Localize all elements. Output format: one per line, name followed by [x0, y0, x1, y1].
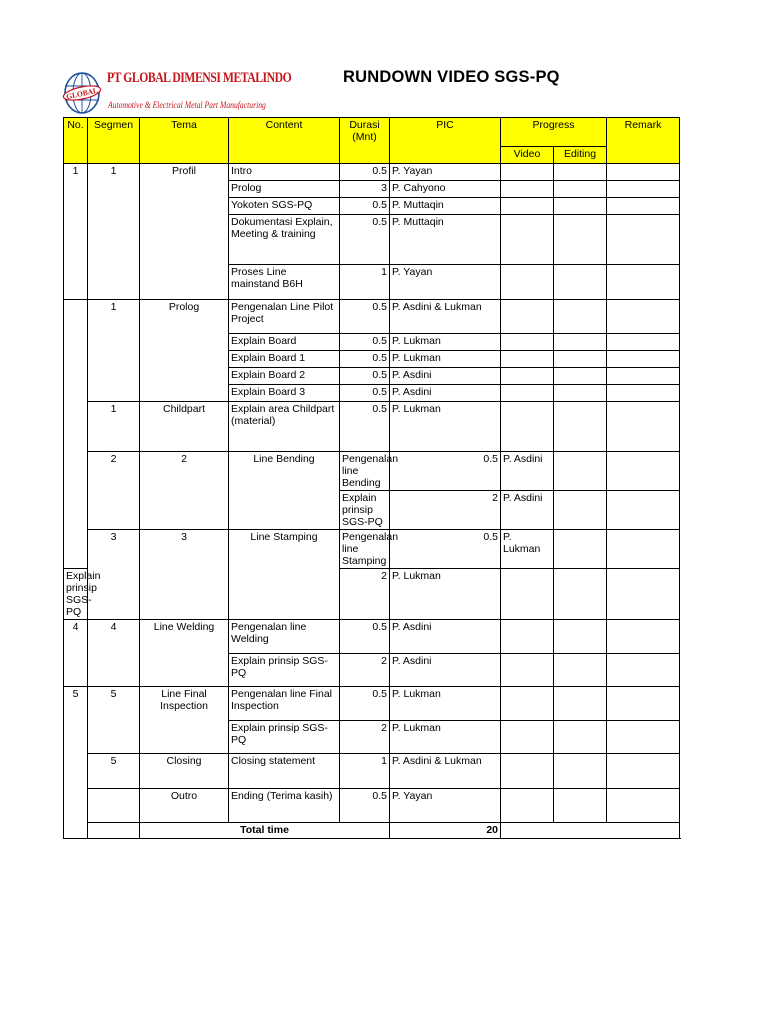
cell-tema: Line Bending [229, 452, 340, 530]
header-no: No. [64, 118, 88, 164]
cell-video [501, 351, 554, 368]
cell-video [501, 215, 554, 265]
cell-video [501, 181, 554, 198]
cell-pic: P. Lukman [390, 687, 501, 721]
cell-pic: P. Asdini [501, 452, 554, 491]
header-segmen: Segmen [88, 118, 140, 164]
cell-content: Pengenalan Line Pilot Project [229, 300, 340, 334]
cell-video [501, 687, 554, 721]
cell-tema: Profil [140, 164, 229, 300]
cell-video [501, 402, 554, 452]
cell-pic: P. Lukman [390, 351, 501, 368]
table-row [64, 402, 680, 452]
cell-no: 5 [64, 687, 88, 839]
cell-content: Explain prinsip SGS-PQ [229, 654, 340, 687]
svg-text:GLOBAL: GLOBAL [65, 85, 99, 102]
cell-durasi: 0.5 [340, 385, 390, 402]
cell-durasi: 0.5 [340, 215, 390, 265]
cell-durasi: 0.5 [390, 452, 501, 491]
cell-remark [607, 300, 680, 334]
table-row [64, 687, 680, 721]
cell-remark [607, 620, 680, 654]
cell-content: Closing statement [229, 754, 340, 789]
cell-durasi: 0.5 [390, 530, 501, 569]
cell-content: Pengenalan line Final Inspection [229, 687, 340, 721]
cell-video [501, 569, 554, 620]
cell-editing [554, 385, 607, 402]
cell-video [554, 530, 607, 569]
cell-remark [607, 368, 680, 385]
cell-editing [554, 181, 607, 198]
table-row [64, 530, 680, 569]
cell-video [554, 452, 607, 491]
cell-remark [607, 164, 680, 181]
cell-durasi: 2 [340, 569, 390, 620]
cell-remark [607, 215, 680, 265]
cell-segmen: 5 [88, 754, 140, 789]
cell-content: Intro [229, 164, 340, 181]
cell-segmen: 2 [140, 452, 229, 530]
cell-editing [607, 452, 680, 491]
cell-content: Explain Board 1 [229, 351, 340, 368]
cell-content: Ending (Terima kasih) [229, 789, 340, 823]
cell-segmen: 5 [88, 687, 140, 754]
cell-durasi: 3 [340, 181, 390, 198]
cell-video [501, 164, 554, 181]
cell-video [501, 654, 554, 687]
cell-no: 3 [88, 530, 140, 620]
cell-video [501, 620, 554, 654]
cell-remark [607, 569, 680, 620]
cell-pic: P. Asdini [390, 620, 501, 654]
cell-pic: P. Asdini & Lukman [390, 300, 501, 334]
total-row [64, 823, 680, 839]
cell-pic: P. Muttaqin [390, 198, 501, 215]
cell-remark [607, 351, 680, 368]
table-row [64, 620, 680, 654]
cell-editing [554, 569, 607, 620]
cell-durasi: 0.5 [340, 620, 390, 654]
cell-durasi: 0.5 [340, 789, 390, 823]
cell-pic: P. Lukman [390, 334, 501, 351]
cell-pic: P. Muttaqin [390, 215, 501, 265]
cell-durasi: 2 [390, 491, 501, 530]
cell-content: Explain Board 2 [229, 368, 340, 385]
header-content: Content [229, 118, 340, 164]
cell-pic: P. Yayan [390, 164, 501, 181]
cell-video [501, 721, 554, 754]
cell-remark [607, 334, 680, 351]
cell-pic: P. Asdini & Lukman [390, 754, 501, 789]
cell-pic: P. Asdini [501, 491, 554, 530]
header-tema: Tema [140, 118, 229, 164]
cell-editing [554, 198, 607, 215]
cell-remark [607, 181, 680, 198]
cell-remark [607, 654, 680, 687]
company-logo [62, 70, 292, 116]
cell-segmen [88, 789, 140, 823]
header-editing: Editing [554, 147, 607, 164]
cell-content: Explain prinsip SGS-PQ [229, 721, 340, 754]
table-row [64, 789, 680, 823]
cell-remark [607, 385, 680, 402]
company-name: PT GLOBAL DIMENSI METALINDO [107, 70, 292, 86]
cell-tema: Prolog [140, 300, 229, 402]
cell-durasi: 0.5 [340, 402, 390, 452]
cell-video [501, 385, 554, 402]
page-title: RUNDOWN VIDEO SGS-PQ [343, 68, 560, 86]
header-remark: Remark [607, 118, 680, 164]
cell-content: Proses Line mainstand B6H [229, 265, 340, 300]
cell-no: 2 [88, 452, 140, 530]
cell-pic: P. Yayan [390, 789, 501, 823]
cell-video [501, 334, 554, 351]
cell-durasi: 2 [340, 654, 390, 687]
cell-editing [554, 620, 607, 654]
cell-editing [554, 265, 607, 300]
cell-video [501, 754, 554, 789]
cell-content: Yokoten SGS-PQ [229, 198, 340, 215]
cell-tema: Closing [140, 754, 229, 789]
header-video: Video [501, 147, 554, 164]
cell-video [501, 300, 554, 334]
cell-editing [607, 491, 680, 530]
table-row [64, 300, 680, 334]
cell-remark [607, 789, 680, 823]
cell-remark [607, 687, 680, 721]
company-tagline: Automotive & Electrical Metal Part Manufacturing [108, 100, 266, 110]
cell-pic: P. Lukman [390, 569, 501, 620]
cell-editing [554, 754, 607, 789]
rundown-table [63, 117, 680, 839]
cell-content: Dokumentasi Explain, Meeting & training [229, 215, 340, 265]
cell-content: Pengenalan line Welding [229, 620, 340, 654]
cell-durasi: 0.5 [340, 164, 390, 181]
cell-tema: Childpart [140, 402, 229, 452]
cell-editing [554, 654, 607, 687]
cell-pic: P. Lukman [501, 530, 554, 569]
cell-content: Prolog [229, 181, 340, 198]
cell-no [64, 300, 88, 569]
cell-durasi: 1 [340, 265, 390, 300]
cell-pic: P. Asdini [390, 368, 501, 385]
cell-durasi: 0.5 [340, 368, 390, 385]
cell-editing [554, 402, 607, 452]
cell-segmen: 1 [88, 300, 140, 402]
cell-pic: P. Asdini [390, 654, 501, 687]
cell-content: Pengenalan line Bending [340, 452, 390, 491]
cell-durasi: 2 [340, 721, 390, 754]
cell-video [501, 265, 554, 300]
cell-tema: Outro [140, 789, 229, 823]
cell-remark [607, 721, 680, 754]
cell-content: Explain Board [229, 334, 340, 351]
cell-editing [554, 368, 607, 385]
cell-pic: P. Asdini [390, 385, 501, 402]
cell-tema: Line Final Inspection [140, 687, 229, 754]
cell-content: Pengenalan line Stamping [340, 530, 390, 569]
cell-segmen: 1 [88, 402, 140, 452]
cell-segmen: 4 [88, 620, 140, 687]
table-row [64, 754, 680, 789]
total-value: 20 [390, 823, 501, 839]
cell-tema: Line Welding [140, 620, 229, 687]
globe-logo-icon [62, 70, 102, 116]
cell-video [501, 198, 554, 215]
cell-editing [554, 334, 607, 351]
cell-no: 1 [64, 164, 88, 300]
cell-remark [607, 754, 680, 789]
cell-pic: P. Cahyono [390, 181, 501, 198]
cell-durasi: 1 [340, 754, 390, 789]
cell-content: Explain prinsip SGS-PQ [340, 491, 390, 530]
cell-durasi: 0.5 [340, 687, 390, 721]
cell-content: Explain prinsip SGS-PQ [64, 569, 88, 620]
cell-editing [554, 721, 607, 754]
header-progress: Progress [501, 118, 607, 147]
cell-pic: P. Lukman [390, 721, 501, 754]
cell-editing [554, 164, 607, 181]
cell-durasi: 0.5 [340, 198, 390, 215]
cell-durasi: 0.5 [340, 334, 390, 351]
cell-pic: P. Lukman [390, 402, 501, 452]
cell-remark [607, 265, 680, 300]
cell-content: Explain Board 3 [229, 385, 340, 402]
cell-segmen: 1 [88, 164, 140, 300]
cell-no: 4 [64, 620, 88, 687]
cell-editing [554, 215, 607, 265]
cell-video [501, 368, 554, 385]
cell-tema: Line Stamping [229, 530, 340, 620]
table-row [64, 164, 680, 181]
header-row [64, 118, 680, 147]
cell-durasi: 0.5 [340, 351, 390, 368]
cell-content: Explain area Childpart (material) [229, 402, 340, 452]
cell-editing [554, 687, 607, 721]
cell-editing [607, 530, 680, 569]
cell-editing [554, 789, 607, 823]
cell-editing [554, 351, 607, 368]
cell-remark [607, 402, 680, 452]
cell-segmen: 3 [140, 530, 229, 620]
cell-durasi: 0.5 [340, 300, 390, 334]
header-pic: PIC [390, 118, 501, 164]
cell-video [554, 491, 607, 530]
cell-pic: P. Yayan [390, 265, 501, 300]
cell-editing [554, 300, 607, 334]
header-durasi: Durasi (Mnt) [340, 118, 390, 164]
cell-no [88, 823, 140, 839]
cell-video [501, 789, 554, 823]
total-blank [501, 823, 680, 839]
total-label: Total time [140, 823, 390, 839]
cell-remark [607, 198, 680, 215]
table-row [64, 452, 680, 491]
